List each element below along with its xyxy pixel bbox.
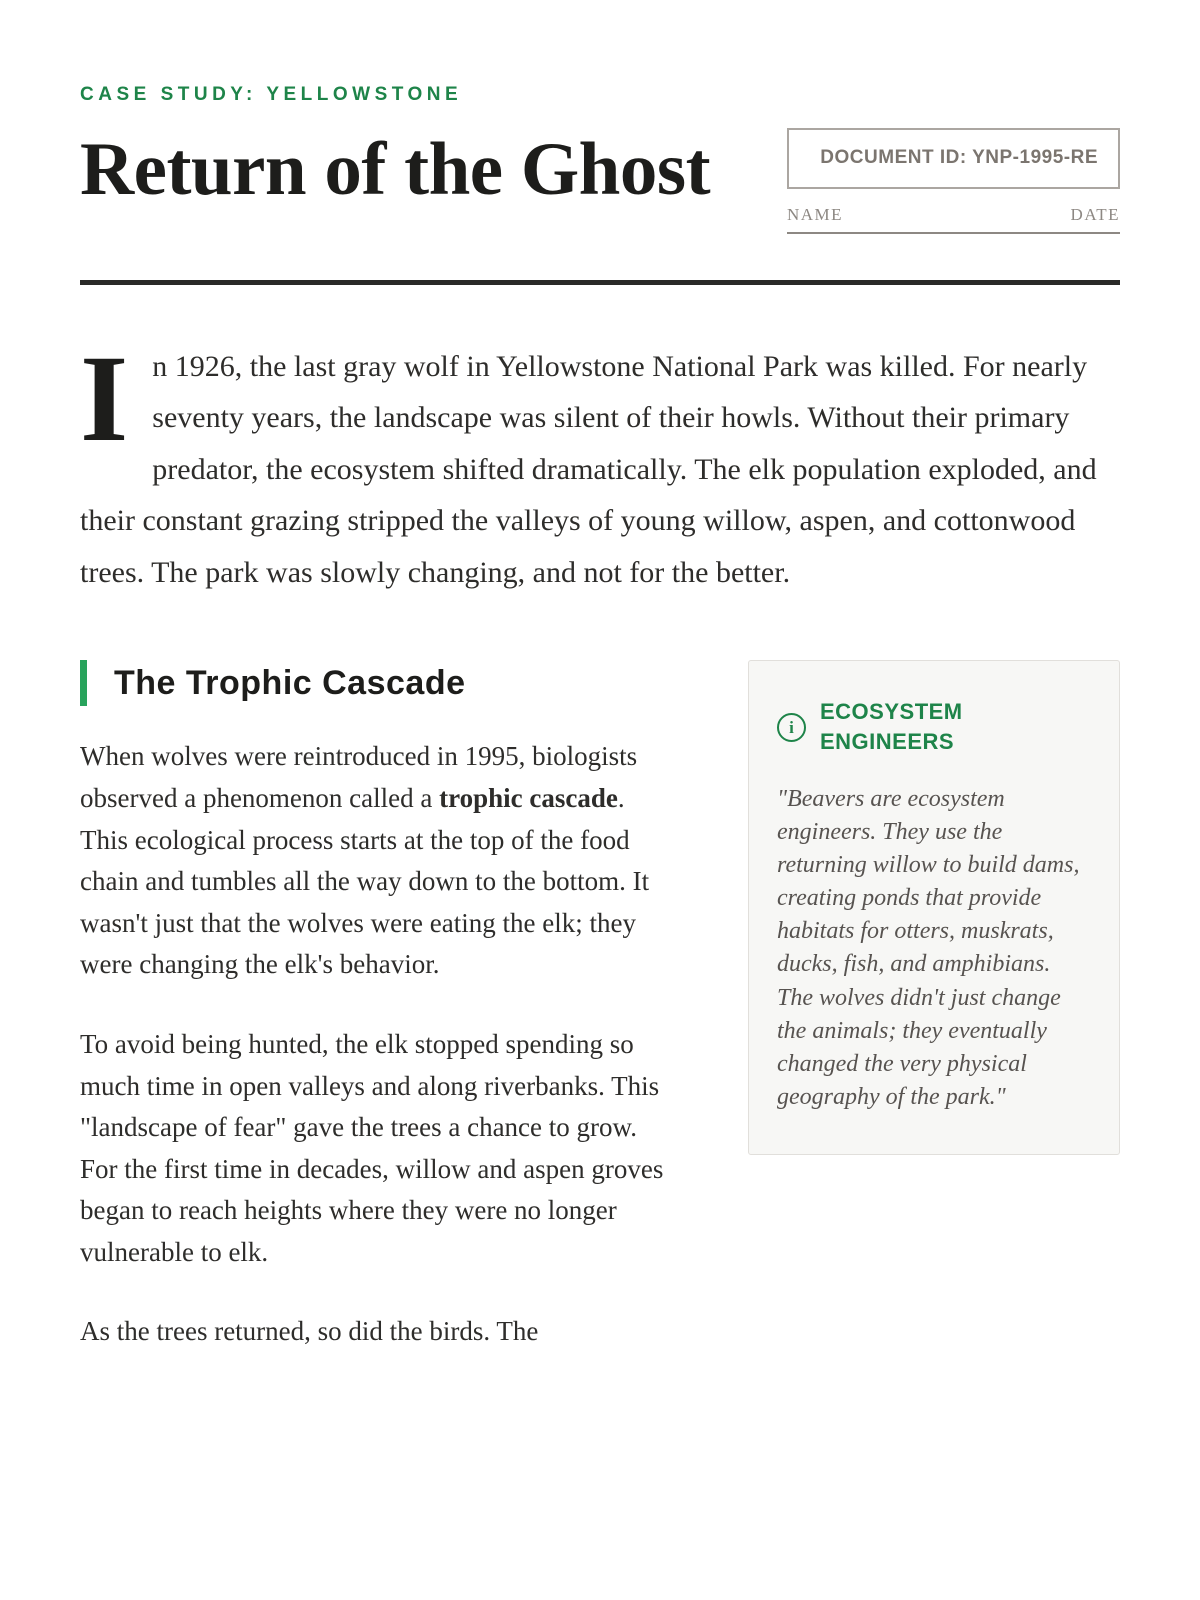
section-paragraph-2: To avoid being hunted, the elk stopped spending so much time in open valleys and along riverbanks. This "landscape of fear" gave the trees a chance to grow. For the first time in decades, willow and aspen groves began to reach heights where they were no longer vulnerable to elk.	[80, 1028, 664, 1267]
document-id: DOCUMENT ID: YNP-1995-RE	[820, 147, 1098, 168]
drop-cap: I	[80, 329, 129, 467]
heading-accent-bar	[80, 660, 87, 706]
header-row	[80, 106, 1120, 234]
info-icon: i	[777, 713, 806, 742]
sidebar-column	[748, 660, 1120, 1353]
section-paragraph-1	[80, 736, 668, 985]
title-divider	[80, 280, 1120, 285]
intro-paragraph	[80, 329, 1120, 599]
paragraph-text: . This ecological process starts at the top of the food chain and tumbles all the way down to the bottom. It wasn't just that the wolves were eating the elk; they were changing the elk's behavior.	[80, 783, 650, 980]
name-date-row	[787, 205, 1120, 234]
section-heading-row	[80, 660, 668, 706]
name-label: NAME	[787, 204, 844, 224]
document-id-box	[787, 128, 1120, 189]
trophic-cascade-term: trophic cascade	[439, 783, 618, 814]
section-heading: The Trophic Cascade	[114, 663, 466, 702]
sidebar-title-row	[777, 697, 1089, 756]
sidebar-title: ECOSYSTEM ENGINEERS	[820, 699, 963, 755]
header-meta	[787, 128, 1120, 234]
page-title: Return of the Ghost	[80, 128, 711, 211]
content-row	[80, 660, 1120, 1353]
section-paragraph-3: As the trees returned, so did the birds. The	[80, 1316, 539, 1347]
intro-text: n 1926, the last gray wolf in Yellowstone National Park was killed. For nearly seventy years, the landscape was silent of their howls. Without their primary predator, the ecosystem shifted dramatically. The elk population exploded, and their constant grazing stripped the valleys of young willow, aspen, and cottonwood trees. The park was slowly changing, and not for the better.	[80, 349, 1097, 589]
date-label: DATE	[1070, 204, 1120, 224]
title-block	[80, 106, 730, 214]
sidebar-quote: "Beavers are ecosystem engineers. They use the returning willow to build dams, creating ponds that provide habitats for otters, muskrats, ducks, fish, and amphibians. The wolves didn't just change the animals; they eventually changed the very physical geography of the park."	[777, 785, 1080, 1110]
case-study-eyebrow: CASE STUDY: YELLOWSTONE	[80, 84, 463, 105]
article-column	[80, 660, 668, 1353]
paragraph-text: When wolves were reintroduced in 1995, biologists observed a phenomenon called a	[80, 741, 638, 814]
ecosystem-engineers-card	[748, 660, 1120, 1154]
